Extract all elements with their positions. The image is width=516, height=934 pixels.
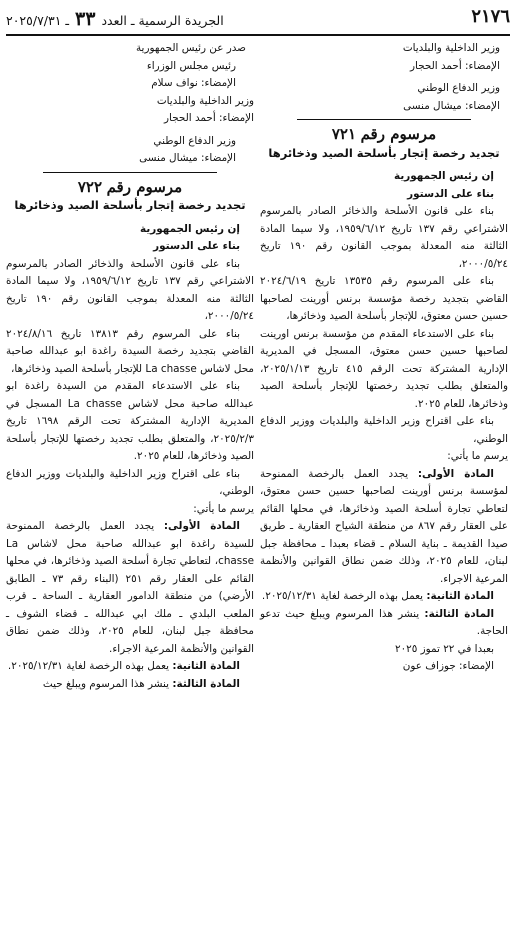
article-label: المادة الثالثة: [424,607,494,620]
signature-line: وزير الداخلية والبلديات [156,94,254,107]
signature-line: الإمضاء: أحمد الحجار [164,112,254,124]
preamble-paragraph: بناء على الاستدعاء المقدم من السيدة راغدة ابو عبدالله صاحبة محل لاشاس La chasse المسجل في المديرية الإدارية المشتركة تحت الرقم ١٦٩٨ تاريخ ٢٠٢٥/٢/٣، والمتعلق بطلب تجديد رخصتها للإتجار بأسلحة الصيد وذخائرها، للعام ٢٠٢٥. [6,380,254,462]
decree-number: ٧٢١ [331,125,357,143]
preamble-paragraph: بناء على قانون الأسلحة والذخائر الصادر بالمرسوم الاشتراعي رقم ١٣٧ تاريخ ١٩٥٩/٦/١٢، ولا سيما المادة الثالثة منه المعدلة بموجب القانون رقم ١٩٠ تاريخ ٢٠٠٠/٥/٢٤، [6,257,254,322]
preamble-paragraph: بناء على المرسوم رقم ١٣٥٣٥ تاريخ ٢٠٢٤/٦/١٩ القاضي بتجديد رخصة مؤسسة برنس أورينت لصاحبها حسين حسن معتوق، للإتجار بأسلحة الصيد وذخائرها، [260,275,508,322]
constitution-line: بناء على الدستور [153,240,240,252]
issue-date: ـ ٢٠٢٥/٧/٣١ [6,13,70,28]
signature-line: صدر عن رئيس الجمهورية [135,42,246,54]
decrees-line: يرسم ما يأتي: [193,502,254,515]
signature-line: الإمضاء: أحمد الحجار [410,59,500,72]
decrees-line: يرسم ما يأتي: [447,450,508,462]
signature-line: وزير الدفاع الوطني [417,82,500,94]
page-header [6,6,510,32]
page-number: ٢١٧٦ [471,6,510,27]
signature-line: الإمضاء: نواف سلام [151,77,236,89]
section-separator [297,119,471,120]
decree-number: ٧٢٢ [77,177,103,196]
article-text: ينشر هذا المرسوم ويبلغ حيث [42,677,170,690]
article-label: المادة الثانية: [426,590,494,602]
decree-title [260,126,508,145]
preamble-paragraph: بناء على المرسوم رقم ١٣٨١٣ تاريخ ٢٠٢٤/٨/١٦ القاضي بتجديد رخصة السيدة راغدة ابو عبدالله صاحبة محل لاشاس La chasse للإتجار بأسلحة الصيد وذخائرها، [6,327,254,375]
signature-line: وزير الدفاع الوطني [153,134,236,147]
preamble-paragraph: بناء على الاستدعاء المقدم من مؤسسة برنس اورينت لصاحبها حسين حسن معتوق، المسجل في المديرية الإدارية المشتركة تحت الرقم ٤١٥ تاريخ ٢٠٢٥/١/١٣، والمتعلق بطلب تجديد رخصتها للإتجار بأسلحة الصيد وذخائرها، للعام ٢٠٢٥. [260,327,508,410]
article-2 [6,658,254,676]
decree-subtitle: تجديد رخصة إتجار بأسلحة الصيد وذخائرها [268,145,500,160]
article-text: يعمل بهذه الرخصة لغاية ٢٠٢٥/١٢/٣١. [7,660,170,672]
decree-title-text: مرسوم رقم [106,177,183,196]
preamble-paragraph: بناء على اقتراح وزير الداخلية والبلديات ووزير الدفاع الوطني، [260,415,508,445]
constitution-line: بناء على الدستور [407,187,494,200]
article-text: يجدد العمل بالرخصة الممنوحة للسيدة راغدة ابو عبدالله صاحبة محل لاشاس La chasse، لتعاطي تجارة أسلحة الصيد وذخائرها، في محلها القائم على العقار رقم ٢٥١ (البناء رقم ٧٣ ـ الطابق الأرضي) من منطقة الدامور العقارية ـ الساحة ـ قرب الملعب البلدي ـ ملك ابي عبدالله ـ قضاء الشوف ـ محافظة جبل لبنان، للعام ٢٠٢٥، وذلك ضمن نطاق القوانين والأنظمة المرعية الاجراء. [6,520,255,655]
header-rule [6,34,510,36]
article-text: ينشر هذا المرسوم ويبلغ حيث تدعو الحاجة. [260,607,508,637]
preamble-paragraph: بناء على اقتراح وزير الداخلية والبلديات ووزير الدفاع الوطني، [6,467,254,497]
article-3 [260,606,508,641]
signature-line: رئيس مجلس الوزراء [146,59,236,72]
decree-signature: الإمضاء: جوزاف عون [402,660,494,672]
section-separator [43,172,217,173]
preamble-paragraph: بناء على قانون الأسلحة والذخائر الصادر بالمرسوم الاشتراعي رقم ١٣٧ تاريخ ١٩٥٩/٦/١٢، ولا سيما المادة الثالثة منه المعدلة بموجب القانون رقم ١٩٠ تاريخ ٢٠٠٠/٥/٢٤، [260,205,508,270]
decree-subtitle: تجديد رخصة إتجار بأسلحة الصيد وذخائرها [14,198,246,212]
article-2 [260,588,508,606]
decree-title-text: مرسوم رقم [360,125,437,143]
issue-number: ٣٣ [75,8,96,30]
gazette-name: الجريدة الرسمية ـ العدد [101,13,224,28]
signature-line: الإمضاء: ميشال منسى [139,152,236,164]
place-date: بعبدا في ٢٢ تموز ٢٠٢٥ [394,642,494,655]
article-label: المادة الأولى: [163,520,240,532]
president-line: إن رئيس الجمهورية [140,222,240,235]
right-top-signatures [260,40,508,115]
article-3 [6,676,254,694]
article-1 [6,518,254,658]
article-text: يجدد العمل بالرخصة الممنوحة لمؤسسة برنس أورينت لصاحبها حسين حسن معتوق، لتعاطي تجارة أسلحة الصيد وذخائرها، في محلها القائم على العقار رقم ٨٦٧ من منطقة الشياح العقارية ـ طريق صيدا القديمة ـ بناية السلام ـ قضاء بعبدا ـ محافظة جبل لبنان، للعام ٢٠٢٥، وذلك ضمن نطاق القوانين والأنظمة المرعية الاجراء. [260,467,508,585]
signature-line: وزير الداخلية والبلديات [402,42,500,54]
signature-line: الإمضاء: ميشال منسى [403,99,500,112]
article-label: المادة الأولى: [417,467,494,480]
article-text: يعمل بهذه الرخصة لغاية ٢٠٢٥/١٢/٣١. [261,590,424,602]
gazette-title [6,8,224,30]
article-1 [260,466,508,589]
right-column [260,40,508,930]
article-label: المادة الثانية: [172,660,240,672]
decree-title [6,179,254,198]
president-line: إن رئيس الجمهورية [394,170,494,182]
left-top-signatures [6,40,254,168]
left-column [6,40,254,930]
article-label: المادة الثالثة: [172,677,240,690]
